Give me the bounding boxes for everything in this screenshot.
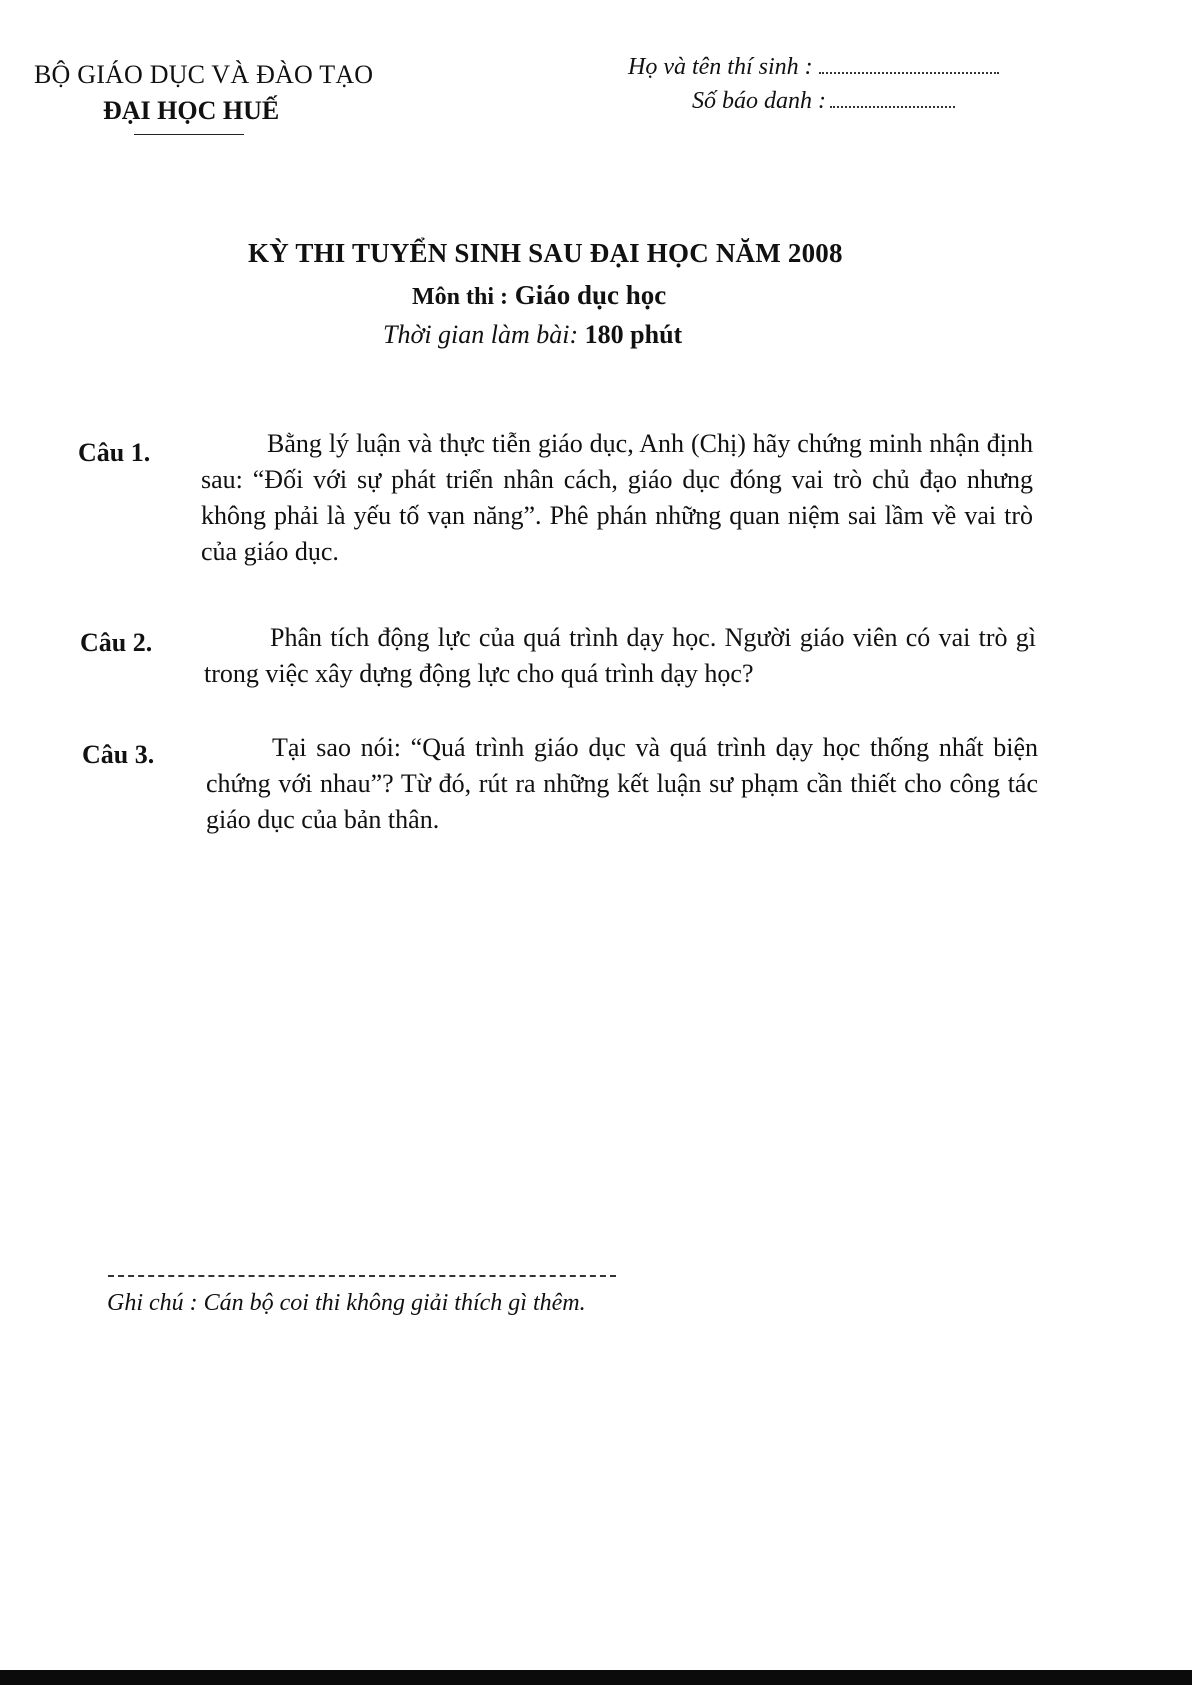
time-line (383, 320, 682, 350)
exam-title: KỲ THI TUYỂN SINH SAU ĐẠI HỌC NĂM 2008 (248, 238, 843, 268)
ministry-name: BỘ GIÁO DỤC VÀ ĐÀO TẠO (34, 60, 374, 89)
question-1-text: Bằng lý luận và thực tiễn giáo dục, Anh (Chị) hãy chứng minh nhận định sau: “Đối với sự phát triển nhân cách, giáo dục đóng vai trò chủ đạo nhưng không phải là yếu tố vạn năng”. Phê phán những quan niệm sai lầm về vai trò của giáo dục. (201, 429, 1033, 566)
note-divider (108, 1275, 616, 1277)
candidate-name-blank (819, 60, 999, 74)
question-3-label: Câu 3. (82, 740, 155, 769)
subject-value: Giáo dục học (514, 280, 667, 310)
scan-edge (0, 1670, 1192, 1685)
university-name: ĐẠI HỌC HUẾ (103, 96, 280, 125)
question-2-label: Câu 2. (80, 628, 153, 657)
time-label: Thời gian làm bài: (383, 320, 579, 349)
subject-label: Môn thi : (412, 284, 508, 310)
question-2-text: Phân tích động lực của quá trình dạy học. Người giáo viên có vai trò gì trong việc xây dựng động lực cho quá trình dạy học? (204, 623, 1036, 688)
candidate-id-label: Số báo danh : (692, 88, 826, 114)
question-3-text: Tại sao nói: “Quá trình giáo dục và quá trình dạy học thống nhất biện chứng với nhau”? Từ đó, rút ra những kết luận sư phạm cần thiết cho công tác giáo dục của bản thân. (206, 733, 1038, 834)
candidate-id-blank (830, 94, 955, 108)
candidate-id-field (692, 88, 955, 115)
time-value: 180 phút (584, 320, 683, 349)
university-underline (134, 134, 244, 135)
candidate-name-label: Họ và tên thí sinh : (628, 54, 813, 80)
candidate-name-field (628, 54, 999, 81)
subject-line (412, 280, 666, 311)
question-1-label: Câu 1. (78, 438, 151, 467)
footer-note: Ghi chú : Cán bộ coi thi không giải thích gì thêm. (107, 1290, 586, 1316)
